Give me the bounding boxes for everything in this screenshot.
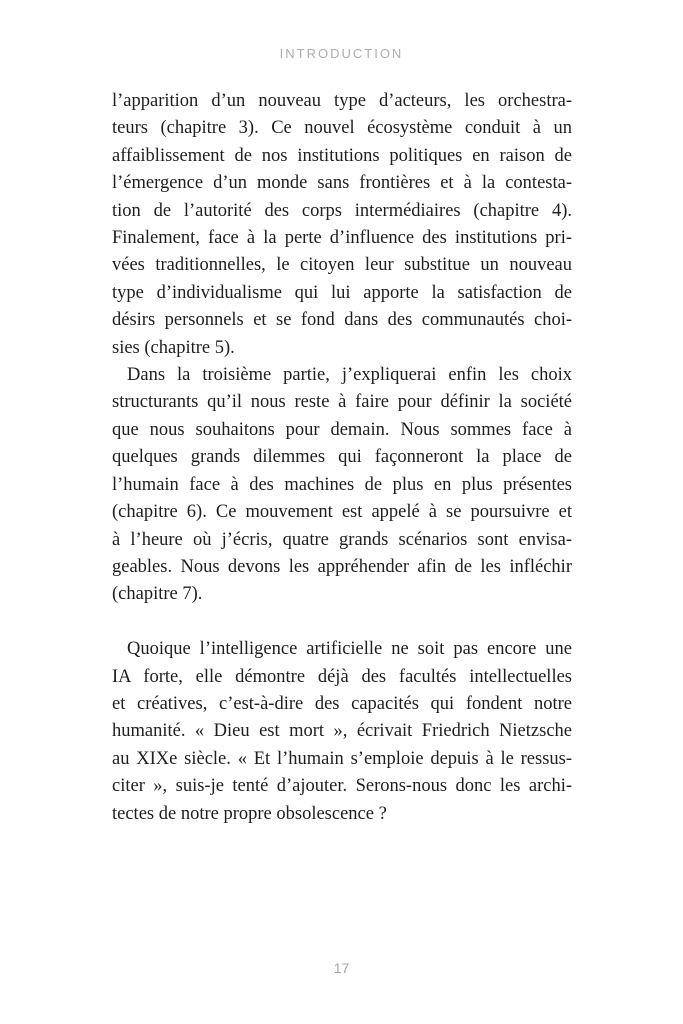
text-line: et créatives, c’est-à-dire des capacités qui fondent notre: [112, 693, 572, 714]
text-line: désirs personnels et se fond dans des communautés choi-: [112, 310, 572, 331]
text-line: tion de l’autorité des corps intermédiaires (chapitre 4).: [112, 200, 572, 221]
text-line: quelques grands dilemmes qui façonneront la place de: [112, 447, 572, 468]
text-line: Quoique l’intelligence artificielle ne soit pas encore une: [127, 639, 572, 660]
text-line: structurants qu’il nous reste à faire pour définir la société: [112, 392, 572, 413]
text-line: sies (chapitre 5).: [112, 337, 235, 358]
running-head: INTRODUCTION: [279, 46, 404, 61]
text-line: que nous souhaitons pour demain. Nous sommes face à: [112, 419, 572, 440]
body-text: [112, 88, 572, 828]
text-line: (chapitre 6). Ce mouvement est appelé à se poursuivre et: [112, 502, 572, 523]
text-line: Dans la troisième partie, j’expliquerai enfin les choix: [127, 365, 572, 386]
text-line: vées traditionnelles, le citoyen leur substitue un nouveau: [112, 255, 572, 276]
paragraph: [112, 362, 572, 609]
page-number: 17: [333, 960, 350, 976]
paragraph: [112, 636, 572, 828]
text-line: affaiblissement de nos institutions politiques en raison de: [112, 145, 572, 166]
text-line: IA forte, elle démontre déjà des facultés intellectuelles: [112, 666, 572, 687]
text-line: geables. Nous devons les appréhender afin de les infléchir: [112, 556, 572, 577]
text-line: l’humain face à des machines de plus en plus présentes: [112, 474, 572, 495]
text-line: tectes de notre propre obsolescence ?: [112, 803, 387, 824]
text-line: l’apparition d’un nouveau type d’acteurs, les orchestra-: [112, 91, 572, 111]
text-line: teurs (chapitre 3). Ce nouvel écosystème conduit à un: [112, 118, 572, 139]
text-line: (chapitre 7).: [112, 584, 203, 605]
text-line: Finalement, face à la perte d’influence des institutions pri-: [112, 228, 572, 249]
text-line: l’émergence d’un monde sans frontières et à la contesta-: [112, 173, 572, 194]
text-line: humanité. « Dieu est mort », écrivait Friedrich Nietzsche: [112, 721, 572, 742]
text-line: à l’heure où j’écris, quatre grands scénarios sont envisa-: [112, 529, 572, 550]
text-line: type d’individualisme qui lui apporte la satisfaction de: [112, 282, 572, 303]
text-line: au XIXe siècle. « Et l’humain s’emploie depuis à le ressus-: [112, 748, 572, 769]
text-line: citer », suis-je tenté d’ajouter. Serons-nous donc les archi-: [112, 776, 572, 797]
paragraph: [112, 88, 572, 362]
